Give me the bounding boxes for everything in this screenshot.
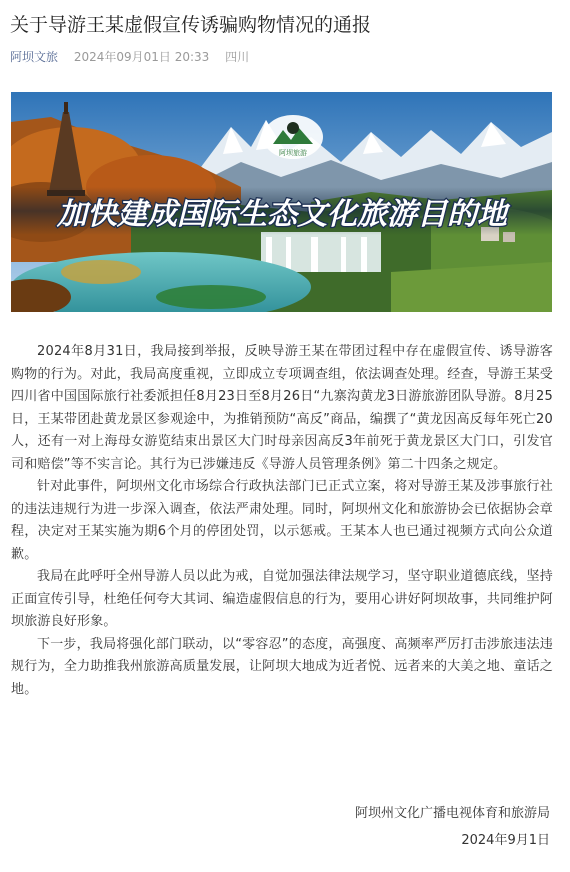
article-meta: [10, 48, 249, 66]
paragraph: 针对此事件，阿坝州文化市场综合行政执法部门已正式立案，将对导游王某及涉事旅行社的违法违规行为进一步深入调查，依法严肃处理。同时，阿坝州文化和旅游协会已依据协会章程，决定对王某实施为期6个月的停团处罚，以示惩戒。王某本人也已通过视频方式向公众道歉。: [11, 479, 553, 562]
banner-logo-text: 阿坝旅游: [279, 149, 307, 157]
account-name-link[interactable]: 阿坝文旅: [10, 50, 59, 64]
signature-date: 2024年9月1日: [461, 833, 550, 848]
publish-region: 四川: [225, 50, 250, 64]
article-body: [11, 341, 553, 701]
paragraph: 下一步，我局将强化部门联动，以“零容忍”的态度，高强度、高频率严厉打击涉旅违法违规行为，全力助推我州旅游高质量发展，让阿坝大地成为近者悦、远者来的大美之地、童话之地。: [11, 636, 553, 697]
paragraph: 2024年8月31日，我局接到举报，反映导游王某在带团过程中存在虚假宣传、诱导游客购物的行为。对此，我局高度重视，立即成立专项调查组，依法调查处理。经查，导游王某受四川省中国国际旅行社委派担任8月23日至8月26日“九寨沟黄龙3日游旅游团队导游。8月25日，王某带团赴黄龙景区参观途中，为推销预防“高反”商品，编撰了“黄龙因高反每年死亡20人，还有一对上海母女游览结束出景区大门时母亲因高反3年前死于黄龙景区大门口，引发官司和赔偿”等不实言论。其行为已涉嫌违反《导游人员管理条例》第二十四条之规定。: [11, 344, 553, 472]
banner-headline: 加快建成国际生态文化旅游目的地: [57, 197, 507, 232]
banner-scenery: [11, 92, 552, 312]
publish-time: 2024年09月01日 20:33: [73, 50, 210, 64]
paragraph: 我局在此呼吁全州导游人员以此为戒，自觉加强法律法规学习，坚守职业道德底线，坚持正面宣传引导，杜绝任何夸大其词、编造虚假信息的行为，要用心讲好阿坝故事，共同维护阿坝旅游良好形象。: [11, 569, 553, 629]
banner-image: [11, 92, 552, 312]
article-title: 关于导游王某虚假宣传诱骗购物情况的通报: [10, 14, 372, 36]
abatourism-logo-icon: [263, 115, 323, 159]
signature-block: [355, 800, 550, 854]
signature-org: 阿坝州文化广播电视体育和旅游局: [354, 806, 550, 821]
